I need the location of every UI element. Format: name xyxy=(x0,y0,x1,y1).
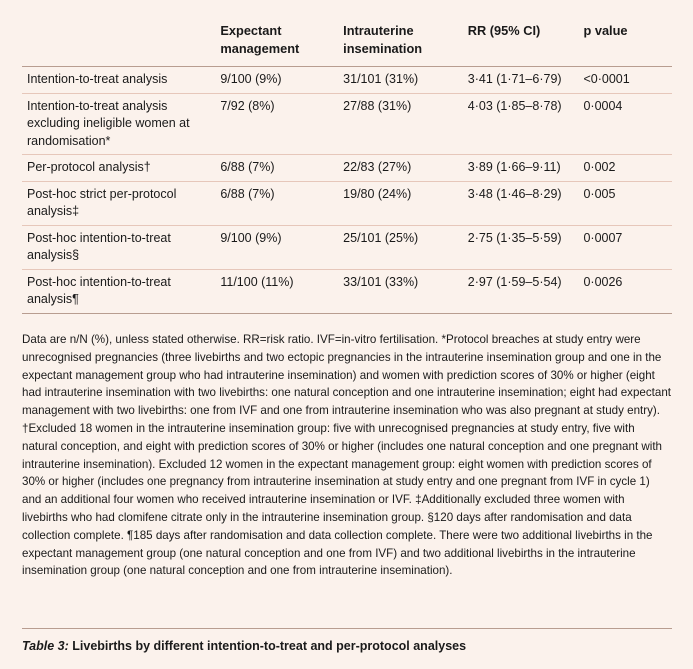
row-label: Post-hoc intention-to-treat analysis§ xyxy=(27,230,171,262)
caption-divider xyxy=(22,628,672,629)
cell-iui: 33/101 (33%) xyxy=(343,274,419,289)
cell-p: 0·0026 xyxy=(583,274,623,289)
cell-p: 0·002 xyxy=(583,160,616,174)
cell-p: 0·005 xyxy=(583,186,616,201)
cell-rr: 3·41 (1·71–6·79) xyxy=(467,72,562,86)
cell-p: <0·0001 xyxy=(583,72,630,86)
cell-iui: 31/101 (31%) xyxy=(343,72,419,86)
table-row xyxy=(22,67,672,94)
cell-rr: 4·03 (1·85–8·78) xyxy=(467,98,562,113)
header-p: p value xyxy=(583,23,628,38)
cell-iui: 19/80 (24%) xyxy=(343,186,412,201)
cell-expectant: 6/88 (7%) xyxy=(220,160,275,174)
table-caption xyxy=(22,637,672,655)
row-label: Per-protocol analysis† xyxy=(27,160,151,174)
table-footnote: Data are n/N (%), unless stated otherwise. RR=risk ratio. IVF=in-vitro fertilisation. *Protocol breaches at study entry were unrecognised pregnancies (three livebirths and two ectopic pregnancies in the intrauterine insemination group and one in the expectant management group who had intrauterine insemination) and women with prediction scores of 30% or higher (eight had intrauterine insemination with two livebirths: one natural conception and one intrauterine insemination; eight had expectant management with two livebirths: one from IVF and one from intrauterine insemination who was also pregnant at study entry). †Excluded 18 women in the intrauterine insemination group: five with unrecognised pregnancies at study entry, five with natural conception, and eight with prediction scores of 30% or higher (includes one natural conception and one pregnant with intrauterine insemination). Excluded 12 women in the expectant management group: eight women with prediction scores of 30% or higher (includes one pregnancy from intrauterine insemination at study entry and one pregnant from IVF in cycle 1) and an additional four women who received intrauterine insemination or IVF. ‡Additionally excluded three women with livebirths who had clomifene citrate only in the intrauterine insemination group. §120 days after randomisation and data collection complete. ¶185 days after randomisation and data collection complete. There were two additional livebirths in the expectant management group (one natural conception and one from IVF) and two additional livebirths in the intrauterine insemination group (one natural conception and one from intrauterine insemination). xyxy=(22,333,672,578)
cell-expectant: 6/88 (7%) xyxy=(220,186,275,201)
livebirths-table xyxy=(22,12,672,314)
cell-p: 0·0004 xyxy=(583,98,623,113)
table-row xyxy=(22,225,672,269)
cell-expectant: 7/92 (8%) xyxy=(220,98,275,113)
row-label: Intention-to-treat analysis xyxy=(27,72,168,86)
cell-expectant: 11/100 (11%) xyxy=(220,274,294,289)
cell-rr: 3·48 (1·46–8·29) xyxy=(467,186,562,201)
cell-iui: 27/88 (31%) xyxy=(343,98,412,113)
header-expectant: Expectant management xyxy=(220,23,300,56)
cell-iui: 25/101 (25%) xyxy=(343,230,419,245)
table-header-row xyxy=(22,12,672,67)
table-row xyxy=(22,93,672,155)
cell-expectant: 9/100 (9%) xyxy=(220,72,282,86)
cell-rr: 3·89 (1·66–9·11) xyxy=(467,160,561,174)
cell-rr: 2·75 (1·35–5·59) xyxy=(467,230,562,245)
cell-iui: 22/83 (27%) xyxy=(343,160,412,174)
table-row xyxy=(22,269,672,313)
cell-expectant: 9/100 (9%) xyxy=(220,230,282,245)
header-iui: Intrauterine insemination xyxy=(343,23,423,56)
header-rr: RR (95% CI) xyxy=(467,23,541,38)
cell-p: 0·0007 xyxy=(583,230,623,245)
caption-title: Livebirths by different intention-to-treat and per-protocol analyses xyxy=(68,639,467,653)
cell-rr: 2·97 (1·59–5·54) xyxy=(467,274,562,289)
row-label: Post-hoc strict per-protocol analysis‡ xyxy=(27,186,177,218)
row-label: Intention-to-treat analysis excluding ineligible women at randomisation* xyxy=(27,98,190,148)
table-row xyxy=(22,155,672,182)
caption-number: Table 3: xyxy=(22,639,69,653)
header-label xyxy=(22,12,216,67)
row-label: Post-hoc intention-to-treat analysis¶ xyxy=(27,274,171,306)
table-row xyxy=(22,181,672,225)
